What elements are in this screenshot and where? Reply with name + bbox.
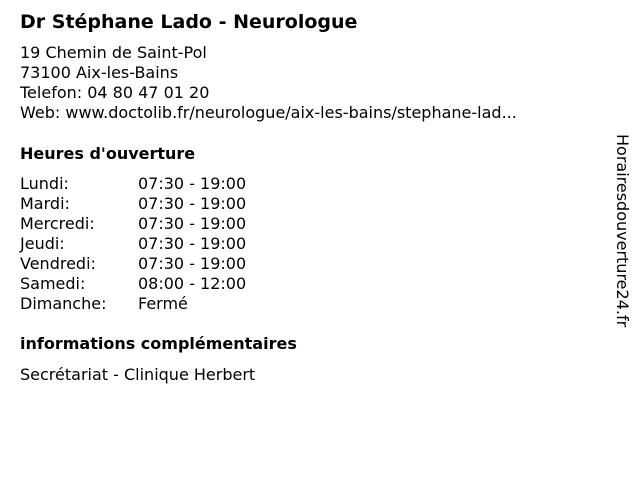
hours-row-wednesday	[20, 214, 246, 234]
hours-day: Dimanche:	[20, 294, 107, 313]
address-city: 73100 Aix-les-Bains	[20, 63, 179, 82]
page-title: Dr Stéphane Lado - Neurologue	[20, 11, 358, 33]
additional-info-text: Secrétariat - Clinique Herbert	[20, 365, 256, 384]
hours-day: Lundi:	[20, 174, 69, 193]
hours-row-sunday	[20, 294, 246, 314]
hours-day: Mercredi:	[20, 214, 95, 233]
website-line: Web: www.doctolib.fr/neurologue/aix-les-bains/stephane-lad...	[20, 103, 517, 122]
hours-day: Jeudi:	[20, 234, 65, 253]
hours-time: 07:30 - 19:00	[138, 174, 247, 193]
hours-row-tuesday	[20, 194, 246, 214]
hours-row-saturday	[20, 274, 246, 294]
hours-day: Samedi:	[20, 274, 86, 293]
hours-row-friday	[20, 254, 246, 274]
site-brand-vertical: Horairesdouverture24.fr	[613, 134, 632, 328]
opening-hours-table	[20, 174, 246, 314]
hours-day: Vendredi:	[20, 254, 96, 273]
hours-time: 07:30 - 19:00	[138, 214, 247, 233]
address-street: 19 Chemin de Saint-Pol	[20, 43, 207, 62]
address-block	[20, 43, 517, 123]
hours-time: 07:30 - 19:00	[138, 194, 247, 213]
hours-time: 07:30 - 19:00	[138, 234, 247, 253]
hours-time: 08:00 - 12:00	[138, 274, 247, 293]
hours-row-thursday	[20, 234, 246, 254]
opening-hours-heading: Heures d'ouverture	[20, 144, 196, 163]
phone-line: Telefon: 04 80 47 01 20	[20, 83, 210, 102]
hours-time: Fermé	[138, 294, 188, 313]
hours-time: 07:30 - 19:00	[138, 254, 247, 273]
hours-row-monday	[20, 174, 246, 194]
additional-info-heading: informations complémentaires	[20, 334, 297, 353]
hours-day: Mardi:	[20, 194, 70, 213]
